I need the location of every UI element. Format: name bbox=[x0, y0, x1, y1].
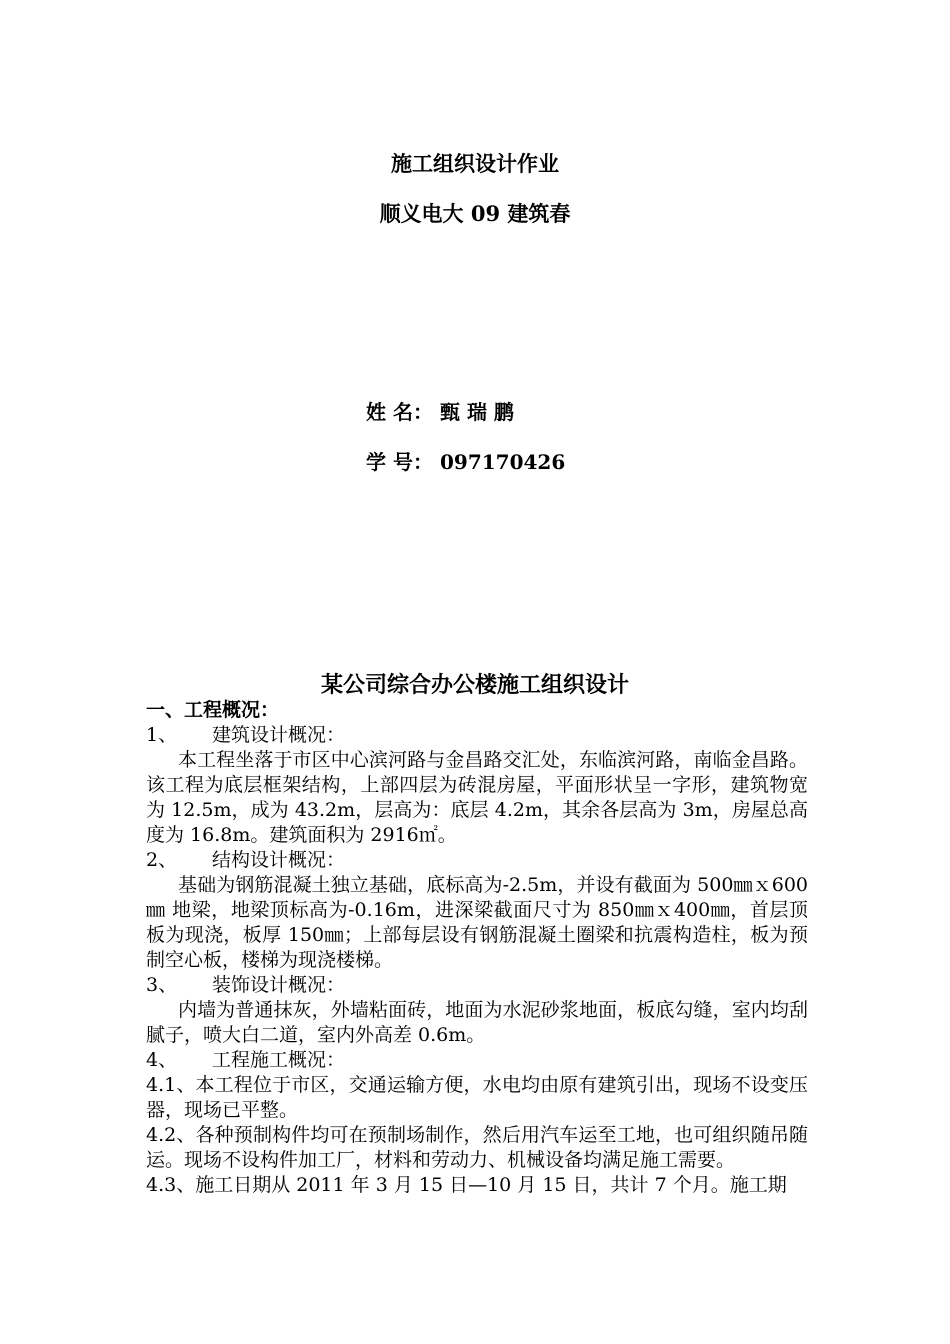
section-heading: 一、工程概况： bbox=[146, 699, 280, 721]
item-heading-1: 1、 建筑设计概况： bbox=[146, 724, 346, 746]
paragraph-4-1: 4.1、本工程位于市区，交通运输方便，水电均由原有建筑引出，现场不设变压器，现场已平整。 bbox=[146, 1074, 808, 1121]
paragraph-architecture: 本工程坐落于市区中心滨河路与金昌路交汇处，东临滨河路，南临金昌路。该工程为底层框架结构，上部四层为砖混房屋，平面形状呈一字形，建筑物宽为 12.5m，成为 43.2m，层高为：底层 4.2m，其余各层高为 3m，房屋总高度为 16.8m。建筑面积为 2916㎡。 bbox=[146, 749, 808, 846]
document-body bbox=[146, 698, 808, 1198]
name-value: 甄 瑞 鹏 bbox=[440, 400, 514, 424]
paragraph-decoration: 内墙为普通抹灰，外墙粘面砖，地面为水泥砂浆地面，板底勾缝，室内均刮腻子，喷大白二道，室内外高差 0.6m。 bbox=[146, 999, 808, 1046]
id-value: 097170426 bbox=[440, 450, 566, 474]
item-heading-4: 4、 工程施工概况： bbox=[146, 1049, 346, 1071]
name-label: 姓 名： bbox=[366, 400, 433, 424]
item-heading-2: 2、 结构设计概况： bbox=[146, 849, 346, 871]
paragraph-4-3: 4.3、施工日期从 2011 年 3 月 15 日—10 月 15 日，共计 7 个月。施工期 bbox=[146, 1174, 787, 1196]
id-label: 学 号： bbox=[366, 450, 433, 474]
student-name-row bbox=[366, 396, 514, 425]
item-heading-3: 3、 装饰设计概况： bbox=[146, 974, 346, 996]
paragraph-4-2: 4.2、各种预制构件均可在预制场制作，然后用汽车运至工地，也可组织随吊随运。现场不设构件加工厂，材料和劳动力、机械设备均满足施工需要。 bbox=[146, 1124, 808, 1171]
document-title: 某公司综合办公楼施工组织设计 bbox=[320, 672, 629, 698]
cover-subtitle: 顺义电大 09 建筑春 bbox=[379, 201, 571, 226]
paragraph-structure: 基础为钢筋混凝土独立基础，底标高为-2.5m，并设有截面为 500㎜ｘ600㎜ 地梁，地梁顶标高为-0.16m，进深梁截面尺寸为 850㎜ｘ400㎜，首层顶板为现浇，板厚 150㎜；上部每层设有钢筋混凝土圈梁和抗震构造柱，板为预制空心板，楼梯为现浇楼梯。 bbox=[146, 874, 808, 971]
student-id-row bbox=[366, 446, 565, 475]
cover-title: 施工组织设计作业 bbox=[391, 151, 559, 176]
